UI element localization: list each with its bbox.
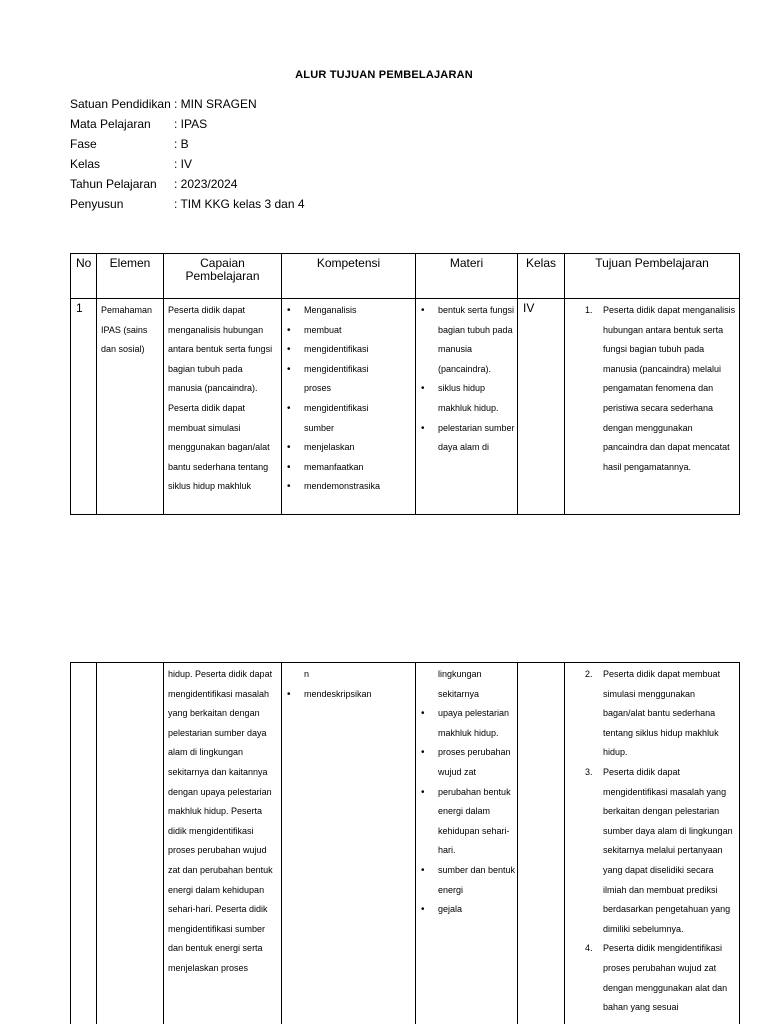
row-number: 1 — [76, 301, 83, 315]
capaian-cell: Peserta didik dapat menganalisis hubungan antara bentuk serta fungsi bagian tubuh pada manusia (pancaindra). Peserta didik dapat membuat simulasi menggunakan bagan/alat bantu sederhana tentang siklus hidup makhluk — [168, 305, 273, 492]
info-block — [70, 96, 305, 216]
info-row-fase — [70, 136, 305, 156]
document-title: ALUR TUJUAN PEMBELAJARAN — [295, 69, 473, 81]
item-text: Peserta didik dapat membuat simulasi menggunakan bagan/alat bantu sederhana tentang siklus hidup makhluk hidup. — [603, 669, 721, 758]
info-value: : MIN SRAGEN — [174, 97, 257, 111]
materi-list — [416, 299, 517, 458]
header-tujuan: Tujuan Pembelajaran — [565, 254, 740, 299]
list-item: • siklus hidup makhluk hidup. — [421, 379, 517, 418]
list-item: • perubahan bentuk energi dalam kehidupan sehari-hari. — [421, 783, 517, 861]
info-row-tahun — [70, 176, 305, 196]
list-item — [565, 763, 739, 939]
list-item: • Menganalisis — [287, 301, 415, 321]
list-item: • gejala — [421, 900, 517, 920]
table-row — [71, 663, 740, 1024]
kelas-cell: IV — [523, 301, 535, 315]
item-text: Peserta didik mengidentifikasi proses perubahan wujud zat dengan menggunakan alat dan bahan yang sesuai — [603, 943, 728, 1013]
header-no: No — [71, 254, 97, 299]
list-item: • mengidentifikasi sumber — [287, 399, 415, 438]
capaian-cell: hidup. Peserta didik dapat mengidentifikasi masalah yang berkaitan dengan pelestarian sumber daya alam di lingkungan sekitarnya dan kaitannya dengan upaya pelestarian makhluk hidup. Peserta didik mengidentifikasi proses perubahan wujud zat dan perubahan bentuk energi dalam kehidupan sehari-hari. Peserta didik mengidentifikasi sumber dan bentuk energi serta menjelaskan proses — [168, 669, 273, 973]
item-text: Peserta didik dapat mengidentifikasi masalah yang berkaitan dengan pelestarian sumber daya alam di lingkungan sekitarnya melalui pertanyaan yang dapat diselidiki secara ilmiah dan membuat prediksi berdasarkan pengetahuan yang dimiliki sebelumnya. — [603, 766, 733, 934]
list-item-continued: lingkungan sekitarnya — [438, 669, 482, 699]
page2-clip — [0, 662, 768, 1024]
info-label: Penyusun — [70, 197, 124, 211]
learning-table-page1 — [70, 253, 740, 515]
item-number: 4. — [585, 943, 593, 954]
table-header-row — [71, 254, 740, 299]
list-item: • mengidentifikasi — [287, 340, 415, 360]
info-value: : IV — [174, 157, 193, 171]
item-text: Peserta didik dapat menganalisis hubungan antara bentuk serta fungsi bagian tubuh pada manusia (pancaindra) melalui pengamatan fenomena dan peristiwa secara sederhana dengan menggunakan pancaindra dan dapat mencatat hasil pengamatannya. — [603, 305, 736, 472]
info-label: Satuan Pendidikan — [70, 97, 171, 111]
list-item: • membuat — [287, 321, 415, 341]
header-capaian: Capaian Pembelajaran — [164, 254, 282, 299]
list-item — [565, 665, 739, 763]
header-elemen: Elemen — [97, 254, 164, 299]
header-kompetensi: Kompetensi — [282, 254, 416, 299]
list-item — [565, 301, 739, 477]
info-label: Tahun Pelajaran — [70, 177, 157, 191]
list-item: • proses perubahan wujud zat — [421, 743, 517, 782]
table-row — [71, 299, 740, 515]
item-number: 2. — [585, 669, 593, 679]
list-item: • pelestarian sumber daya alam di — [421, 419, 517, 458]
info-label: Mata Pelajaran — [70, 117, 151, 131]
item-number: 1. — [585, 305, 593, 315]
list-item: • memanfaatkan — [287, 458, 415, 478]
list-item: • bentuk serta fungsi bagian tubuh pada manusia (pancaindra). — [421, 301, 517, 379]
list-item: • upaya pelestarian makhluk hidup. — [421, 704, 517, 743]
info-value: : TIM KKG kelas 3 dan 4 — [174, 197, 305, 211]
info-row-satuan — [70, 96, 305, 116]
list-item: • mendeskripsikan — [287, 685, 415, 705]
kompetensi-list — [282, 299, 415, 497]
header-materi: Materi — [416, 254, 518, 299]
header-kelas: Kelas — [518, 254, 565, 299]
kompetensi-list — [282, 663, 415, 704]
info-row-mapel — [70, 116, 305, 136]
info-label: Kelas — [70, 157, 101, 171]
info-row-penyusun — [70, 196, 305, 216]
list-item: • mengidentifikasi proses — [287, 360, 415, 399]
info-value: : B — [174, 137, 189, 151]
list-item: • sumber dan bentuk energi — [421, 861, 517, 900]
materi-list — [416, 663, 517, 920]
list-item — [565, 939, 739, 1017]
info-label: Fase — [70, 137, 97, 151]
learning-table-page2 — [70, 662, 740, 1024]
elemen-cell: Pemahaman IPAS (sains dan sosial) — [101, 305, 153, 355]
tujuan-list — [565, 663, 739, 1018]
list-item: • mendemonstrasika — [287, 477, 415, 497]
item-number: 3. — [585, 766, 593, 777]
info-value: : IPAS — [174, 117, 208, 131]
info-value: : 2023/2024 — [174, 177, 238, 191]
info-row-kelas — [70, 156, 305, 176]
list-item: • menjelaskan — [287, 438, 415, 458]
tujuan-list — [565, 299, 739, 477]
list-item-continued: n — [304, 669, 310, 679]
